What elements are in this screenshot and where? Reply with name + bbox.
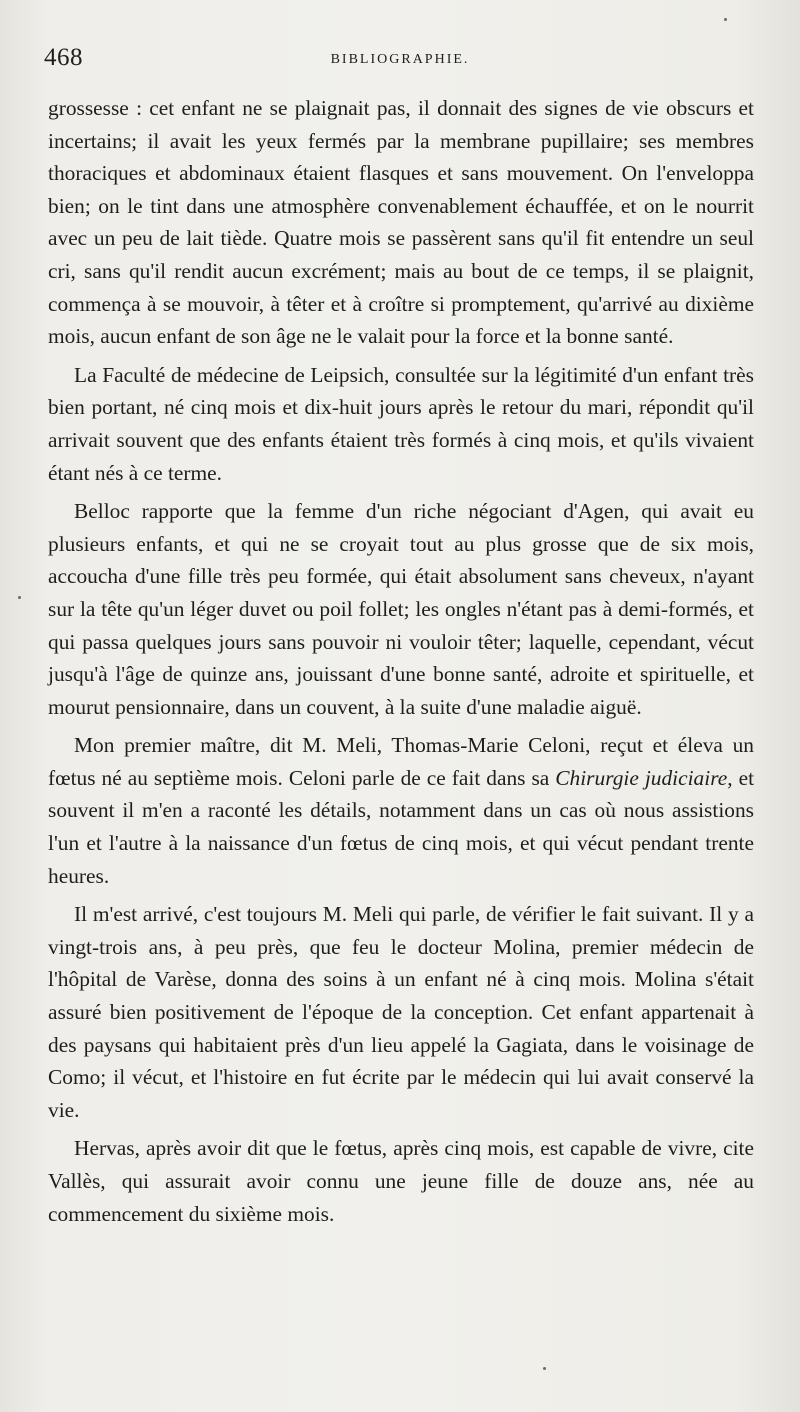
paragraph-celoni-text-after: , et souvent il m'en a raconté les détails, notamment dans un cas où nous assistions l'un et l'autre à la naissance d'un fœtus de cinq mois, et qui vécut pendant trente heures. bbox=[48, 765, 755, 888]
print-speck bbox=[543, 1367, 546, 1370]
body-text bbox=[48, 92, 754, 1236]
running-head: BIBLIOGRAPHIE. bbox=[330, 52, 470, 67]
paragraph-leipsich: La Faculté de médecine de Leipsich, consultée sur la légitimité d'un enfant très bien portant, né cinq mois et dix-huit jours après le retour du mari, répondit qu'il arrivait souvent que des enfants étaient très formés à cinq mois, et qu'ils vivaient étant nés à ce terme. bbox=[48, 362, 754, 485]
page-number: 468 bbox=[44, 44, 83, 71]
paragraph-celoni bbox=[48, 729, 754, 892]
print-speck bbox=[18, 596, 21, 599]
paragraph-belloc: Belloc rapporte que la femme d'un riche négociant d'Agen, qui avait eu plusieurs enfants, et qui ne se croyait tout au plus grosse que de six mois, accoucha d'une fille très peu formée, qui était absolument sans cheveux, n'ayant sur la tête qu'un léger duvet ou poil follet; les ongles n'étant pas à demi-formés, et qui passa quelques jours sans pouvoir ni vouloir têter; laquelle, cependant, vécut jusqu'à l'âge de quinze ans, jouissant d'une bonne santé, adroite et spirituelle, et mourut pensionnaire, dans un couvent, à la suite d'une maladie aiguë. bbox=[48, 499, 754, 719]
paragraph-continuation: grossesse : cet enfant ne se plaignait pas, il donnait des signes de vie obscurs et incertains; il avait les yeux fermés par la membrane pupillaire; ses membres thoraciques et abdominaux étaient flasques et sans mouvement. On l'enveloppa bien; on le tint dans une atmosphère convenablement échauffée, et on le nourrit avec un peu de lait tiède. Quatre mois se passèrent sans qu'il fit entendre un seul cri, sans qu'il rendit aucun excrément; mais au bout de ce temps, il se plaignit, commença à se mouvoir, à têter et à croître si promptement, qu'arrivé au dixième mois, aucun enfant de son âge ne le valait pour la force et la bonne santé. bbox=[48, 96, 754, 349]
book-title-italic: Chirurgie judiciaire bbox=[555, 765, 728, 790]
paragraph-hervas: Hervas, après avoir dit que le fœtus, après cinq mois, est capable de vivre, cite Vallès, qui assurait avoir connu une jeune fille de douze ans, née au commencement du sixième mois. bbox=[48, 1136, 754, 1226]
paragraph-molina: Il m'est arrivé, c'est toujours M. Meli qui parle, de vérifier le fait suivant. Il y a vingt-trois ans, à peu près, que feu le docteur Molina, premier médecin de l'hôpital de Varèse, donna des soins à un enfant né à cinq mois. Molina s'était assuré bien positivement de l'époque de la conception. Cet enfant appartenait à des paysans qui habitaient près d'un lieu appelé la Gagiata, dans le voisinage de Como; il vécut, et l'histoire en fut écrite par le médecin qui lui avait conservé la vie. bbox=[48, 902, 754, 1122]
paragraph-celoni-text-before: Mon premier maître, dit M. Meli, Thomas-Marie Celoni, reçut et éleva un fœtus né au septième mois. Celoni parle de ce fait dans sa bbox=[48, 733, 754, 790]
print-speck bbox=[724, 18, 727, 21]
page-header bbox=[44, 44, 756, 84]
